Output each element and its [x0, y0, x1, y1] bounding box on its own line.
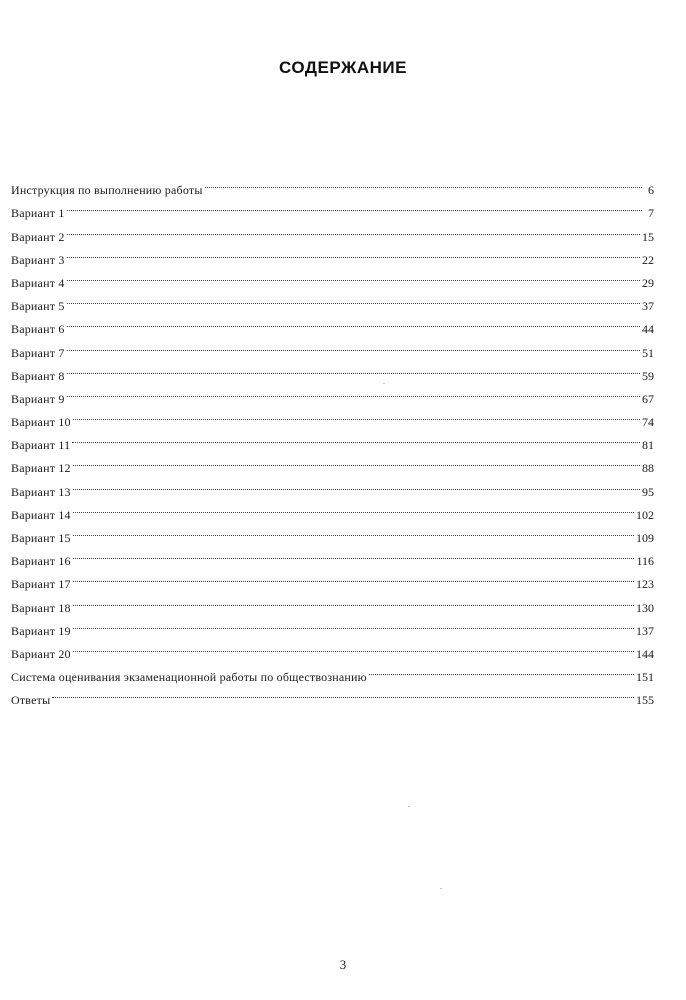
- toc-entry-label: Вариант 7: [11, 345, 65, 360]
- toc-entry-page: 6: [648, 183, 654, 198]
- toc-entry-page: 88: [642, 461, 654, 476]
- toc-leader-dots: [73, 542, 635, 565]
- toc-leader-dots: [73, 472, 640, 495]
- toc-leader-dots: [67, 310, 640, 333]
- toc-leader-dots: [73, 565, 634, 588]
- toc-leader-dots: [73, 403, 640, 426]
- toc-entry: [11, 565, 654, 592]
- toc-entry-label: Вариант 20: [11, 646, 71, 661]
- toc-entry-page: 155: [636, 693, 654, 708]
- toc-entry-label: Вариант 6: [11, 322, 65, 337]
- toc-entry-page: 109: [636, 531, 654, 545]
- toc-entry-page: 123: [636, 577, 654, 592]
- toc-entry-label: Вариант 3: [11, 252, 65, 267]
- toc-entry-page: 15: [642, 229, 654, 244]
- scan-speck: [440, 888, 442, 889]
- toc-entry: [11, 310, 654, 337]
- toc-entry: [11, 612, 654, 638]
- toc-leader-dots: [67, 380, 640, 403]
- toc-leader-dots: [73, 519, 634, 542]
- toc-entry: [11, 635, 654, 661]
- toc-entry-label: Система оценивания экзаменационной работы по обществознанию: [11, 670, 367, 685]
- toc-entry: [11, 171, 654, 198]
- toc-entry-label: Ответы: [11, 693, 51, 708]
- toc-entry: [11, 449, 654, 476]
- toc-entry-label: Вариант 13: [11, 484, 71, 499]
- toc-entry-page: 67: [642, 391, 654, 406]
- toc-entry-page: 7: [648, 206, 654, 221]
- toc-entry: [11, 380, 654, 406]
- toc-leader-dots: [67, 357, 640, 380]
- toc-entry: [11, 542, 654, 569]
- scan-speck: [408, 806, 410, 807]
- toc-leader-dots: [73, 496, 634, 519]
- toc-entry-label: Вариант 16: [11, 554, 71, 569]
- toc-leader-dots: [67, 217, 640, 240]
- toc-entry: [11, 426, 654, 453]
- toc-entry: [11, 217, 654, 244]
- toc-entry: [11, 519, 654, 545]
- toc-leader-dots: [67, 194, 642, 217]
- toc-entry-page: 102: [636, 507, 654, 522]
- toc-entry-page: 151: [636, 670, 654, 685]
- toc-entry-label: Инструкция по выполнению работы: [11, 183, 203, 198]
- toc-entry: [11, 241, 654, 267]
- toc-entry-page: 81: [642, 438, 654, 453]
- toc-entry: [11, 496, 654, 522]
- toc-entry-label: Вариант 15: [11, 531, 71, 545]
- toc-leader-dots: [369, 658, 634, 681]
- toc-entry-label: Вариант 19: [11, 623, 71, 638]
- toc-entry-page: 130: [636, 600, 654, 615]
- toc-leader-dots: [52, 681, 634, 704]
- toc-entry-label: Вариант 11: [11, 438, 71, 453]
- toc-entry: [11, 333, 654, 360]
- toc-entry: [11, 194, 654, 221]
- toc-leader-dots: [73, 635, 634, 658]
- toc-leader-dots: [73, 588, 634, 611]
- toc-entry-label: Вариант 12: [11, 461, 71, 476]
- toc-entry-page: 29: [642, 275, 654, 290]
- toc-leader-dots: [73, 612, 634, 635]
- toc-entry-page: 51: [642, 345, 654, 360]
- toc-leader-dots: [67, 287, 640, 310]
- toc-entry-label: Вариант 8: [11, 368, 65, 383]
- toc-entry-page: 116: [636, 554, 654, 569]
- toc-entry: [11, 658, 654, 685]
- toc-entry: [11, 472, 654, 499]
- toc-leader-dots: [72, 426, 640, 449]
- toc-entry-page: 144: [636, 646, 654, 661]
- toc-entry-page: 95: [642, 484, 654, 499]
- toc-entry-label: Вариант 14: [11, 507, 71, 522]
- toc-entry: [11, 287, 654, 314]
- toc-entry-page: 137: [636, 623, 654, 638]
- toc-entry: [11, 264, 654, 290]
- toc-entry-label: Вариант 1: [11, 206, 65, 221]
- toc-entry-label: Вариант 9: [11, 391, 65, 406]
- toc-entry-label: Вариант 18: [11, 600, 71, 615]
- toc-entry-label: Вариант 2: [11, 229, 65, 244]
- toc-leader-dots: [73, 449, 640, 472]
- toc-entry-page: 22: [642, 252, 654, 267]
- toc-entry-page: 74: [642, 415, 654, 430]
- scan-speck: [383, 383, 385, 384]
- toc-entry-label: Вариант 10: [11, 415, 71, 430]
- toc-entry: [11, 588, 654, 615]
- page-title: СОДЕРЖАНИЕ: [279, 58, 407, 77]
- table-of-contents: [11, 171, 654, 708]
- toc-entry: [11, 681, 654, 708]
- toc-entry: [11, 357, 654, 383]
- toc-entry: [11, 403, 654, 430]
- toc-entry-page: 59: [642, 368, 654, 383]
- page-number: 3: [339, 957, 347, 972]
- toc-entry-label: Вариант 5: [11, 299, 65, 314]
- toc-leader-dots: [67, 333, 640, 356]
- toc-entry-label: Вариант 4: [11, 275, 65, 290]
- toc-entry-page: 37: [642, 299, 654, 314]
- toc-leader-dots: [67, 264, 640, 287]
- toc-entry-page: 44: [642, 322, 654, 337]
- toc-leader-dots: [205, 171, 642, 194]
- toc-entry-label: Вариант 17: [11, 577, 71, 592]
- toc-leader-dots: [67, 241, 640, 264]
